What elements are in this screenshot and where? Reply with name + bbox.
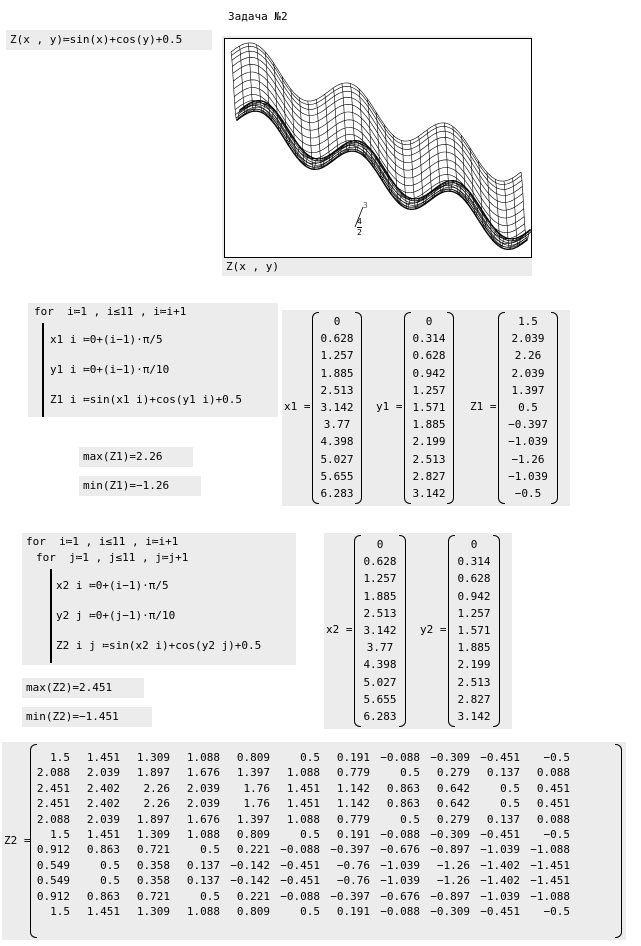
z2-cell: 0.137 <box>186 858 220 872</box>
mesh-line-v <box>436 125 446 194</box>
z2-cell: 0.912 <box>36 843 70 857</box>
z1-element: −1.039 <box>508 469 548 483</box>
y2-element: 3.142 <box>457 709 491 723</box>
z2-cell: 0.549 <box>36 874 70 888</box>
z2-cell: 0.809 <box>236 904 270 918</box>
z2-cell: −1.451 <box>530 858 570 872</box>
x1-element: 5.027 <box>320 452 354 466</box>
z2-cell: 0.137 <box>186 874 220 888</box>
surface-mesh <box>225 39 531 257</box>
z2-cell: −0.451 <box>280 858 320 872</box>
func-def: Z(x , y)≔sin(x)+cos(y)+0.5 <box>10 33 183 46</box>
z2-cell: −1.039 <box>480 843 520 857</box>
x2-element: 3.142 <box>363 623 397 637</box>
z2-cell: 0.863 <box>86 889 120 903</box>
z2-cell: −0.088 <box>380 751 420 764</box>
max-z2-region[interactable] <box>22 678 144 698</box>
z2-cell: 1.76 <box>243 797 270 811</box>
min-z2-region[interactable] <box>22 707 152 727</box>
z2-row <box>30 842 570 857</box>
plot-label: Z(x , y) <box>226 260 279 273</box>
z2-cell: 0.5 <box>500 797 520 811</box>
z2-cell: 0.863 <box>86 843 120 857</box>
z2-cell: 0.221 <box>236 843 270 857</box>
z2-cell: 0.642 <box>436 797 470 811</box>
z1-label: Z1 = <box>470 400 497 413</box>
z2-cell: −1.402 <box>480 858 520 872</box>
z2-cell: 1.5 <box>50 904 70 918</box>
x2-element: 1.885 <box>363 589 397 603</box>
z2-cell: 0.721 <box>136 889 170 903</box>
min-z2: min(Z2)=−1.451 <box>26 710 119 723</box>
z2-cell: 0.191 <box>336 904 370 918</box>
mesh-line-v <box>521 172 531 241</box>
z2-cell: −0.897 <box>430 843 470 857</box>
y1-element: 0.628 <box>412 349 446 363</box>
z2-row <box>30 812 570 827</box>
z2-cell: −1.26 <box>436 858 470 872</box>
z2-cell: 1.309 <box>136 751 170 764</box>
y2-element: 0.628 <box>457 572 491 586</box>
z1-element: 2.039 <box>511 332 545 346</box>
max-z1-region[interactable] <box>79 447 193 467</box>
z2-cell: −1.039 <box>480 889 520 903</box>
z1-element: 1.397 <box>511 383 545 397</box>
x2-element: 0 <box>376 538 384 551</box>
z2-row <box>30 750 570 765</box>
x1-element: 0 <box>333 315 341 328</box>
z2-cell: 0.5 <box>200 843 220 857</box>
z2-cell: 0.809 <box>236 827 270 841</box>
z2-cell: 0.5 <box>300 904 320 918</box>
loop1-header: for i≔1 , i≤11 , i≔i+1 <box>34 305 187 318</box>
z2-cell: 0.5 <box>500 781 520 795</box>
task-title: Задача №2 <box>228 10 288 23</box>
loop2-bar <box>50 569 52 663</box>
loop1-bar <box>42 323 44 417</box>
y1-element: 1.885 <box>412 418 446 432</box>
x2-label: x2 = <box>326 623 353 636</box>
z2-cell: 2.088 <box>36 812 70 826</box>
z2-cell: 0.191 <box>336 827 370 841</box>
y1-element: 0 <box>425 315 433 328</box>
x2-element: 3.77 <box>366 641 394 655</box>
min-z1: min(Z1)=−1.26 <box>83 479 170 492</box>
z2-cell: 0.809 <box>236 751 270 764</box>
z2-cell: 1.676 <box>186 766 220 780</box>
z2-cell: 1.088 <box>186 751 220 764</box>
y1-label: y1 = <box>376 400 403 413</box>
y1-element: 2.827 <box>412 469 446 483</box>
x2-element: 5.655 <box>363 692 397 706</box>
z1-element: 1.5 <box>518 315 538 328</box>
z2-cell: −0.76 <box>336 874 370 888</box>
z2-cell: −0.397 <box>330 843 370 857</box>
z1-element: 2.26 <box>514 349 542 363</box>
z2-cell: 1.142 <box>336 797 370 811</box>
z2-cell: 2.039 <box>186 781 220 795</box>
loop2-line-z2: Z2 i j ≔sin(x2 i)+cos(y2 j)+0.5 <box>56 639 262 652</box>
z2-cell: 1.088 <box>286 812 320 826</box>
z2-cell: 0.549 <box>36 858 70 872</box>
y1-element: 3.142 <box>412 486 446 500</box>
loop1-program[interactable] <box>28 303 278 417</box>
z2-cell: 0.779 <box>336 812 370 826</box>
y2-label: y2 = <box>420 623 447 636</box>
z2-cell: 0.358 <box>136 874 170 888</box>
z2-cell: 1.5 <box>50 827 70 841</box>
y2-element: 0.314 <box>457 555 491 569</box>
z2-cell: 0.088 <box>536 766 570 780</box>
x1-element: 5.655 <box>320 469 354 483</box>
z2-cell: −1.088 <box>530 889 570 903</box>
z2-cell: 1.5 <box>50 751 70 764</box>
z2-cell: −0.088 <box>280 889 320 903</box>
x2-element: 2.513 <box>363 606 397 620</box>
z2-row <box>30 781 570 796</box>
z2-cell: 2.039 <box>86 812 120 826</box>
z2-cell: 1.897 <box>136 812 170 826</box>
mesh-line-v <box>342 84 352 153</box>
axis-mark-4: 4 <box>357 217 362 226</box>
z2-cell: −0.309 <box>430 904 470 918</box>
z2-cell: 1.451 <box>286 797 320 811</box>
max-z2: max(Z2)=2.451 <box>26 681 113 694</box>
min-z1-region[interactable] <box>79 476 201 496</box>
z2-row <box>30 858 570 873</box>
y2-element: 2.199 <box>457 658 491 672</box>
func-def-region[interactable] <box>6 30 212 50</box>
vectors-2-region[interactable] <box>324 533 512 729</box>
z2-cell: 1.451 <box>86 827 120 841</box>
loop2-header: for i≔1 , i≤11 , i≔i+1 <box>26 535 179 548</box>
y2-vector <box>448 535 500 727</box>
z2-cell: −0.5 <box>543 904 570 918</box>
y1-element: 2.513 <box>412 452 446 466</box>
z2-cell: −0.309 <box>430 751 470 764</box>
z2-cell: 1.309 <box>136 904 170 918</box>
y2-element: 1.257 <box>457 606 491 620</box>
z2-cell: 0.279 <box>436 812 470 826</box>
z2-cell: 0.5 <box>300 751 320 764</box>
z1-element: −0.397 <box>508 418 548 432</box>
z2-cell: 1.451 <box>86 751 120 764</box>
y2-element: 0 <box>470 538 478 551</box>
x2-element: 6.283 <box>363 709 397 723</box>
z2-cell: 0.191 <box>336 751 370 764</box>
z2-label: Z2 = <box>4 834 31 847</box>
z2-cell: 2.039 <box>86 766 120 780</box>
x1-element: 4.398 <box>320 435 354 449</box>
z2-cell: −1.451 <box>530 874 570 888</box>
loop1-line-x1: x1 i ≔0+(i−1)·π/5 <box>50 333 163 346</box>
z2-cell: 1.76 <box>243 781 270 795</box>
plot-frame <box>224 38 532 258</box>
z2-cell: −0.088 <box>280 843 320 857</box>
z2-cell: 0.863 <box>386 781 420 795</box>
x1-element: 2.513 <box>320 383 354 397</box>
y1-element: 0.314 <box>412 332 446 346</box>
z2-row <box>30 873 570 888</box>
z2-cell: −0.451 <box>280 874 320 888</box>
z2-cell: −0.088 <box>380 827 420 841</box>
z2-cell: 0.137 <box>486 766 520 780</box>
z2-cell: −0.142 <box>230 858 270 872</box>
x2-element: 0.628 <box>363 555 397 569</box>
z1-element: −1.039 <box>508 435 548 449</box>
mesh-line-v <box>231 52 241 121</box>
z2-cell: 0.5 <box>300 827 320 841</box>
y1-element: 0.942 <box>412 366 446 380</box>
z2-cell: 1.676 <box>186 812 220 826</box>
mesh-line-v <box>427 130 437 199</box>
vectors-1-region[interactable] <box>282 310 570 506</box>
z2-cell: 1.088 <box>286 766 320 780</box>
y1-element: 1.257 <box>412 383 446 397</box>
z2-cell: 0.088 <box>536 812 570 826</box>
loop1-line-y1: y1 i ≔0+(i−1)·π/10 <box>50 363 170 376</box>
z2-cell: 1.451 <box>86 904 120 918</box>
z2-matrix <box>30 744 622 938</box>
y2-element: 2.827 <box>457 692 491 706</box>
y2-element: 0.942 <box>457 589 491 603</box>
mesh-line-v <box>325 94 335 163</box>
z2-cell: 2.26 <box>143 781 170 795</box>
z2-cell: −0.309 <box>430 827 470 841</box>
x1-element: 3.142 <box>320 400 354 414</box>
z2-cell: −0.451 <box>480 827 520 841</box>
z2-cell: 0.279 <box>436 766 470 780</box>
y1-vector <box>404 312 454 504</box>
y2-element: 1.885 <box>457 641 491 655</box>
z2-cell: 0.451 <box>536 797 570 811</box>
x2-element: 5.027 <box>363 675 397 689</box>
z2-cell: −1.088 <box>530 843 570 857</box>
z2-cell: −0.451 <box>480 904 520 918</box>
y1-element: 2.199 <box>412 435 446 449</box>
z2-cell: 0.779 <box>336 766 370 780</box>
z2-cell: −1.402 <box>480 874 520 888</box>
z2-cell: 2.402 <box>86 797 120 811</box>
z1-element: −0.5 <box>514 486 542 500</box>
z2-cell: 1.088 <box>186 904 220 918</box>
z2-cell: 0.721 <box>136 843 170 857</box>
loop2-line-x2: x2 i ≔0+(i−1)·π/5 <box>56 579 169 592</box>
x1-element: 1.257 <box>320 349 354 363</box>
surface-plot[interactable] <box>222 36 532 276</box>
x2-element: 4.398 <box>363 658 397 672</box>
z2-cell: 2.088 <box>36 766 70 780</box>
z2-cell: 0.642 <box>436 781 470 795</box>
z2-cell: −0.397 <box>330 889 370 903</box>
z2-cell: 2.451 <box>36 781 70 795</box>
z2-cell: 0.5 <box>400 812 420 826</box>
z2-row <box>30 889 570 904</box>
mesh-line-v <box>419 136 429 205</box>
z2-cell: 0.451 <box>536 781 570 795</box>
z1-vector <box>498 312 558 504</box>
z2-cell: 0.5 <box>200 889 220 903</box>
loop2-line-y2: y2 j ≔0+(j−1)·π/10 <box>56 609 176 622</box>
z2-cell: −0.676 <box>380 889 420 903</box>
z2-matrix-region[interactable] <box>2 742 626 940</box>
z2-cell: 1.397 <box>236 812 270 826</box>
z2-cell: 2.26 <box>143 797 170 811</box>
z2-cell: 0.358 <box>136 858 170 872</box>
mesh-line-v <box>265 52 275 121</box>
z2-cell: −0.897 <box>430 889 470 903</box>
z2-cell: −1.26 <box>436 874 470 888</box>
z2-cell: −0.142 <box>230 874 270 888</box>
z2-cell: 0.5 <box>100 874 120 888</box>
y1-element: 1.571 <box>412 400 446 414</box>
z2-cell: 2.039 <box>186 797 220 811</box>
z2-cell: 1.142 <box>336 781 370 795</box>
z2-cell: −0.676 <box>380 843 420 857</box>
axis-mark-3: 3 <box>363 201 368 210</box>
z2-cell: 1.451 <box>286 781 320 795</box>
z1-element: 2.039 <box>511 366 545 380</box>
z2-row <box>30 796 570 811</box>
z2-cell: 1.897 <box>136 766 170 780</box>
x1-element: 3.77 <box>323 418 351 432</box>
z2-cell: 0.221 <box>236 889 270 903</box>
z2-cell: 1.088 <box>186 827 220 841</box>
z2-cell: 1.397 <box>236 766 270 780</box>
x2-element: 1.257 <box>363 572 397 586</box>
z1-element: −1.26 <box>511 452 545 466</box>
z2-cell: 1.309 <box>136 827 170 841</box>
loop2-header2: for j≔1 , j≤11 , j≔j+1 <box>36 551 189 564</box>
z2-cell: −0.088 <box>380 904 420 918</box>
z2-row <box>30 827 570 842</box>
z2-cell: 0.5 <box>100 858 120 872</box>
z2-cell: −0.76 <box>336 858 370 872</box>
x1-element: 0.628 <box>320 332 354 346</box>
z2-cell: −0.5 <box>543 827 570 841</box>
z2-cell: 0.137 <box>486 812 520 826</box>
x1-element: 1.885 <box>320 366 354 380</box>
axis-mark-2: 2 <box>357 228 362 237</box>
max-z1: max(Z1)=2.26 <box>83 450 163 463</box>
z2-cell: 0.912 <box>36 889 70 903</box>
mesh-line-v <box>513 178 523 247</box>
y2-element: 2.513 <box>457 675 491 689</box>
z2-cell: 0.863 <box>386 797 420 811</box>
y2-element: 1.571 <box>457 623 491 637</box>
loop1-line-z1: Z1 i ≔sin(x1 i)+cos(y1 i)+0.5 <box>50 393 243 406</box>
z2-cell: 2.402 <box>86 781 120 795</box>
z2-cell: −0.451 <box>480 751 520 764</box>
z2-row <box>30 765 570 780</box>
z1-element: 0.5 <box>518 400 538 414</box>
x1-element: 6.283 <box>320 486 354 500</box>
x1-label: x1 = <box>284 400 311 413</box>
z2-cell: −1.039 <box>380 874 420 888</box>
z2-cell: 0.5 <box>400 766 420 780</box>
z2-cell: 2.451 <box>36 797 70 811</box>
z2-cell: −0.5 <box>543 751 570 764</box>
x1-vector <box>312 312 362 504</box>
z2-cell: −1.039 <box>380 858 420 872</box>
loop2-program[interactable] <box>22 533 296 665</box>
z2-row <box>30 904 570 919</box>
x2-vector <box>354 535 406 727</box>
